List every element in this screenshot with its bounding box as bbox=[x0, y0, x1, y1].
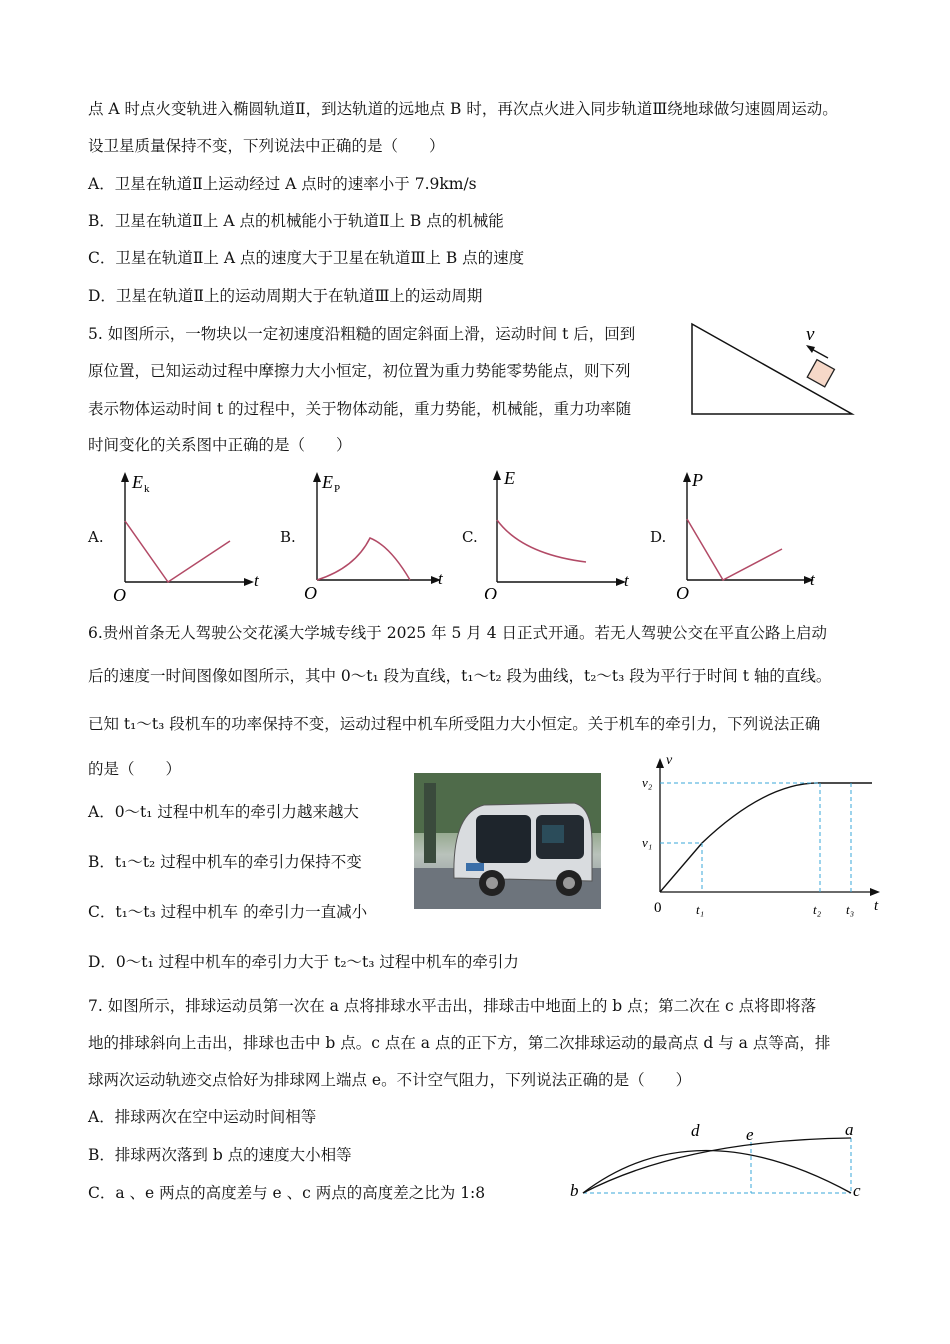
q7-option-b: B．排球两次落到 b 点的速度大小相等 bbox=[88, 1146, 352, 1164]
graph-b bbox=[300, 468, 460, 603]
svg-text:O: O bbox=[484, 584, 497, 599]
q6-option-d: D．0～t₁ 过程中机车的牵引力大于 t₂～t₃ 过程中机车的牵引力 bbox=[88, 953, 519, 971]
incline-figure bbox=[688, 318, 858, 418]
q4-option-d: D．卫星在轨道Ⅱ上的运动周期大于在轨道Ⅲ上的运动周期 bbox=[88, 287, 483, 305]
svg-text:t₁: t₁ bbox=[696, 902, 705, 917]
q6-line-3: 已知 t₁～t₃ 段机车的功率保持不变，运动过程中机车所受阻力大小恒定。关于机车的牵引力，下列说法正确 bbox=[88, 715, 821, 733]
svg-text:b: b bbox=[570, 1181, 579, 1200]
trajectory-figure bbox=[565, 1118, 875, 1206]
svg-text:t₂: t₂ bbox=[813, 902, 822, 917]
svg-text:t: t bbox=[624, 571, 629, 590]
svg-text:E: E bbox=[322, 472, 333, 492]
q7-line-3: 球两次运动轨迹交点恰好为排球网上端点 e。不计空气阻力，下列说法正确的是（ ） bbox=[88, 1071, 692, 1089]
graph-d bbox=[670, 466, 830, 601]
svg-text:v₁: v₁ bbox=[642, 835, 653, 850]
block bbox=[807, 360, 834, 387]
svg-text:t: t bbox=[254, 571, 259, 590]
svg-text:O: O bbox=[113, 585, 126, 603]
graph-c bbox=[482, 464, 642, 599]
graph-b-curve bbox=[317, 538, 410, 580]
svg-text:E: E bbox=[504, 468, 515, 488]
trajectory-second bbox=[583, 1151, 851, 1194]
q7-option-c: C．a 、e 两点的高度差与 e 、c 两点的高度差之比为 1:8 bbox=[88, 1184, 486, 1202]
q5-line-4: 时间变化的关系图中正确的是（ ） bbox=[88, 436, 352, 454]
vt-graph bbox=[636, 752, 886, 922]
svg-text:t: t bbox=[810, 570, 815, 589]
velocity-label: v bbox=[806, 324, 815, 345]
graph-d-option: D. bbox=[650, 528, 667, 546]
svg-text:v₂: v₂ bbox=[642, 775, 653, 790]
vt-curve bbox=[660, 783, 872, 892]
trajectory-first bbox=[583, 1138, 851, 1193]
graph-d-curve bbox=[687, 519, 782, 580]
graph-a bbox=[108, 468, 268, 603]
svg-text:a: a bbox=[845, 1120, 854, 1139]
q4-line-1: 点 A 时点火变轨进入椭圆轨道Ⅱ，到达轨道的远地点 B 时，再次点火进入同步轨道Ⅲ绕地球做匀速圆周运动。 bbox=[88, 100, 838, 118]
svg-text:c: c bbox=[853, 1181, 861, 1200]
svg-text:t₃: t₃ bbox=[846, 902, 855, 917]
q6-option-a: A．0～t₁ 过程中机车的牵引力越来越大 bbox=[88, 803, 359, 821]
q7-option-a: A．排球两次在空中运动时间相等 bbox=[88, 1108, 317, 1126]
q5-line-2: 原位置，已知运动过程中摩擦力大小恒定，初位置为重力势能零势能点，则下列 bbox=[88, 362, 631, 380]
q4-line-2: 设卫星质量保持不变，下列说法中正确的是（ ） bbox=[88, 137, 445, 155]
svg-text:E: E bbox=[132, 472, 143, 492]
q6-option-c: C．t₁～t₃ 过程中机车 的牵引力一直减小 bbox=[88, 903, 368, 921]
q4-option-b: B．卫星在轨道Ⅱ上 A 点的机械能小于轨道Ⅱ上 B 点的机械能 bbox=[88, 212, 504, 230]
q5-line-3: 表示物体运动时间 t 的过程中，关于物体动能，重力势能，机械能，重力功率随 bbox=[88, 400, 632, 418]
q6-line-2: 后的速度一时间图像如图所示，其中 0～t₁ 段为直线，t₁～t₂ 段为曲线，t₂～t₃ 段为平行于时间 t 轴的直线。 bbox=[88, 667, 832, 685]
graph-a-curve bbox=[125, 521, 230, 582]
svg-text:d: d bbox=[691, 1121, 700, 1140]
svg-text:P: P bbox=[334, 483, 341, 495]
q6-line-4: 的是（ ） bbox=[88, 760, 182, 778]
q5-line-1: 5. 如图所示，一物块以一定初速度沿粗糙的固定斜面上滑，运动时间 t 后，回到 bbox=[88, 325, 636, 343]
graph-b-option: B. bbox=[280, 528, 296, 546]
svg-text:O: O bbox=[304, 583, 317, 603]
svg-text:0: 0 bbox=[654, 900, 662, 916]
bus-photo bbox=[414, 773, 601, 909]
graph-c-option: C. bbox=[462, 528, 478, 546]
q4-option-c: C．卫星在轨道Ⅱ上 A 点的速度大于卫星在轨道Ⅲ上 B 点的速度 bbox=[88, 249, 525, 267]
graph-a-option: A. bbox=[88, 528, 104, 546]
svg-text:e: e bbox=[746, 1125, 754, 1144]
svg-text:O: O bbox=[676, 583, 689, 601]
q6-option-b: B．t₁～t₂ 过程中机车的牵引力保持不变 bbox=[88, 853, 362, 871]
svg-text:t: t bbox=[438, 569, 443, 588]
q4-option-a: A．卫星在轨道Ⅱ上运动经过 A 点时的速率小于 7.9km/s bbox=[88, 175, 477, 193]
svg-text:k: k bbox=[144, 483, 150, 495]
q7-line-1: 7. 如图所示，排球运动员第一次在 a 点将排球水平击出，排球击中地面上的 b 点；第二次在 c 点将即将落 bbox=[88, 997, 817, 1015]
svg-text:P: P bbox=[692, 470, 703, 490]
q7-line-2: 地的排球斜向上击出，排球也击中 b 点。c 点在 a 点的正下方，第二次排球运动的最高点 d 与 a 点等高，排 bbox=[88, 1034, 831, 1052]
q6-line-1: 6.贵州首条无人驾驶公交花溪大学城专线于 2025 年 5 月 4 日正式开通。若无人驾驶公交在平直公路上启动 bbox=[88, 624, 828, 642]
svg-text:v: v bbox=[666, 753, 673, 768]
graph-c-curve bbox=[497, 520, 586, 562]
svg-text:t: t bbox=[874, 898, 879, 914]
